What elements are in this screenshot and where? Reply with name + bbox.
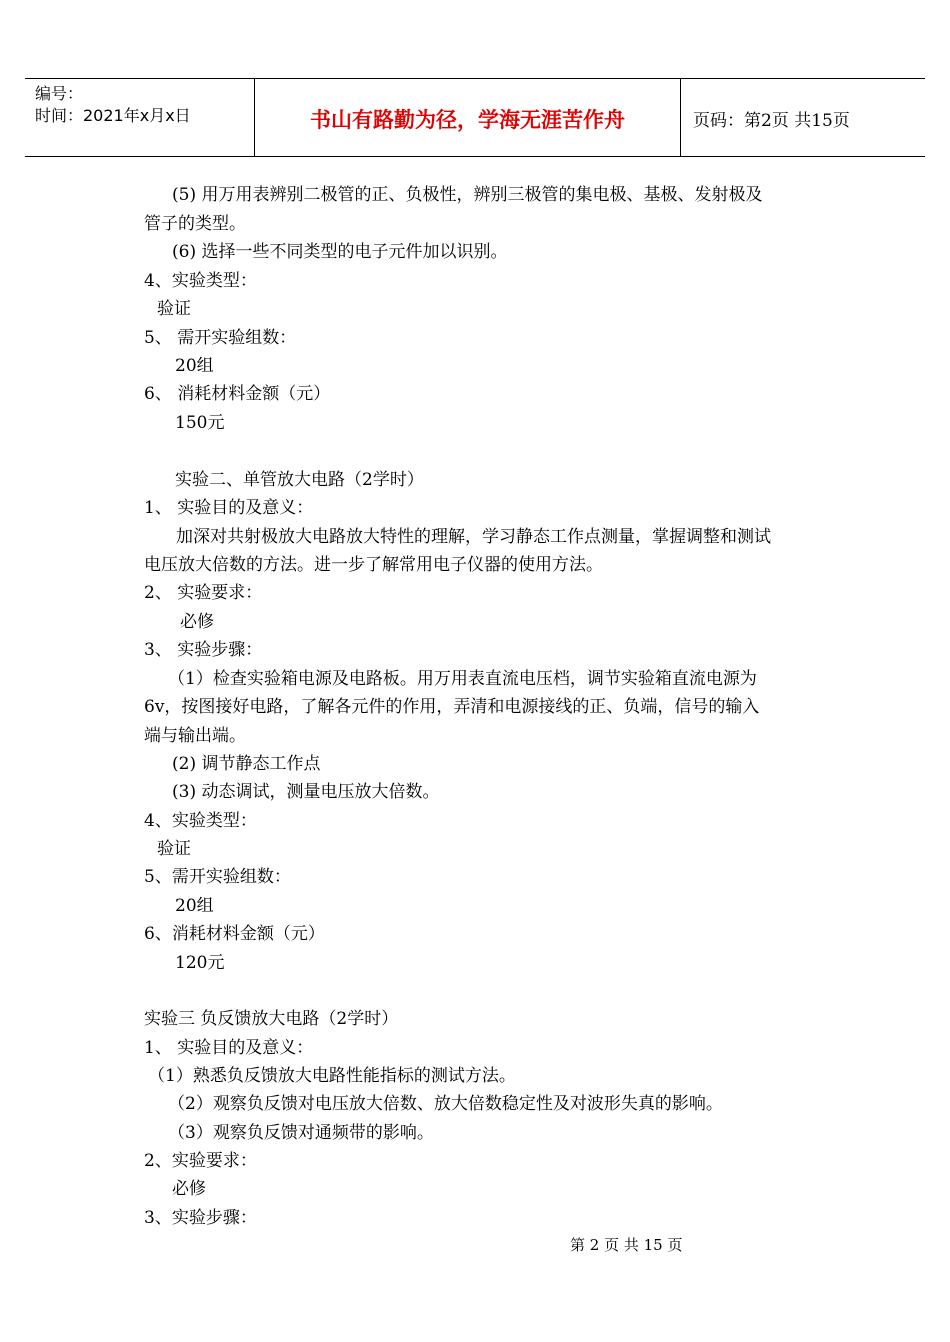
text-line: 6、 消耗材料金额（元） xyxy=(144,384,331,404)
text-line: 4、实验类型： xyxy=(144,811,257,831)
text-line: 实验三 负反馈放大电路（2学时） xyxy=(144,1009,399,1029)
text-line: 120元 xyxy=(175,953,225,973)
text-line: (2) 调节静态工作点 xyxy=(172,754,321,774)
header-divider xyxy=(680,79,681,156)
text-line: 验证 xyxy=(157,299,191,319)
text-line: 5、 需开实验组数： xyxy=(144,328,297,348)
text-line: 150元 xyxy=(175,413,225,433)
text-line: (6) 选择一些不同类型的电子元件加以识别。 xyxy=(172,242,508,262)
time-label: 时间：2021年x月x日 xyxy=(35,106,191,125)
text-line: (3) 动态调试，测量电压放大倍数。 xyxy=(172,782,440,802)
text-line: 20组 xyxy=(175,356,214,376)
text-line: 20组 xyxy=(175,896,214,916)
text-line: 1、 实验目的及意义： xyxy=(144,498,314,518)
text-line: 2、实验要求： xyxy=(144,1151,257,1171)
text-line: 端与输出端。 xyxy=(144,726,246,746)
header-motto: 书山有路勤为径，学海无涯苦作舟 xyxy=(310,108,625,132)
text-line: 2、 实验要求： xyxy=(144,583,263,603)
text-line: 电压放大倍数的方法。进一步了解常用电子仪器的使用方法。 xyxy=(144,555,603,575)
text-line: （1）检查实验箱电源及电路板。用万用表直流电压档，调节实验箱直流电源为 xyxy=(168,669,757,689)
text-line: 1、 实验目的及意义： xyxy=(144,1038,314,1058)
text-line: 6v，按图接好电路，了解各元件的作用，弄清和电源接线的正、负端，信号的输入 xyxy=(144,697,760,717)
text-line: 6、消耗材料金额（元） xyxy=(144,924,325,944)
text-line: 加深对共射极放大电路放大特性的理解，学习静态工作点测量，掌握调整和测试 xyxy=(176,527,771,547)
text-line: （1）熟悉负反馈放大电路性能指标的测试方法。 xyxy=(148,1066,516,1086)
header-page-label: 页码：第2页 共15页 xyxy=(693,111,850,131)
text-line: 实验二、单管放大电路（2学时） xyxy=(175,470,424,490)
text-line: 5、需开实验组数： xyxy=(144,867,291,887)
text-line: 4、实验类型： xyxy=(144,271,257,291)
header-table xyxy=(25,78,925,157)
text-line: （2）观察负反馈对电压放大倍数、放大倍数稳定性及对波形失真的影响。 xyxy=(168,1094,723,1114)
text-line: 验证 xyxy=(157,839,191,859)
header-meta xyxy=(35,83,191,127)
text-line: (5) 用万用表辨别二极管的正、负极性，辨别三极管的集电极、基极、发射极及 xyxy=(172,185,763,205)
text-line: 3、实验步骤： xyxy=(144,1208,257,1228)
page-footer: 第 2 页 共 15 页 xyxy=(570,1236,683,1254)
text-line: 必修 xyxy=(180,612,214,632)
text-line: 管子的类型。 xyxy=(144,214,246,234)
text-line: 必修 xyxy=(172,1179,206,1199)
number-label: 编号： xyxy=(35,84,84,103)
text-line: 3、 实验步骤： xyxy=(144,640,263,660)
text-line: （3）观察负反馈对通频带的影响。 xyxy=(168,1123,434,1143)
